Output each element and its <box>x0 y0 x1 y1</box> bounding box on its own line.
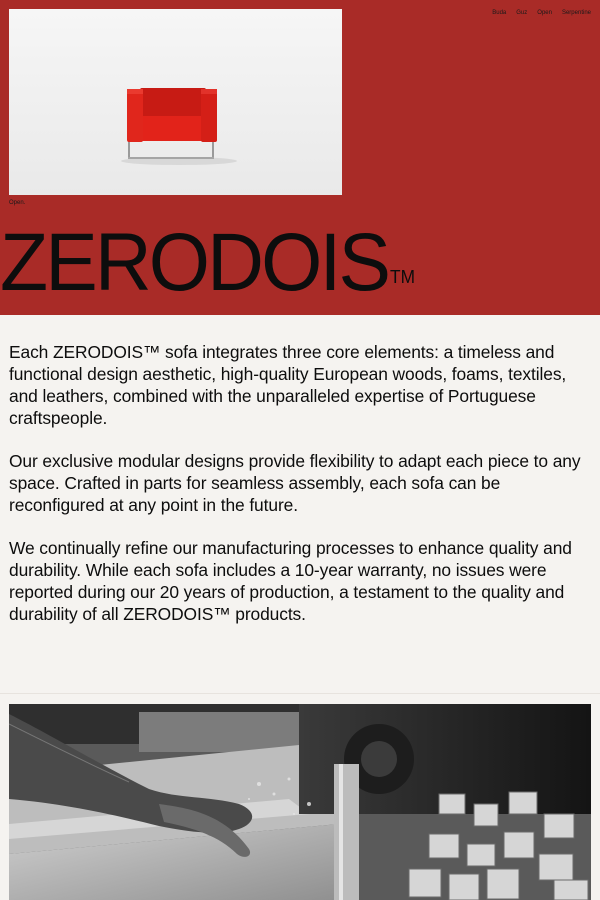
wordmark-text: ZERODOIS <box>0 217 389 308</box>
woodworking-image <box>9 704 591 900</box>
brand-wordmark <box>0 218 413 308</box>
description-paragraph-2: Our exclusive modular designs provide flexibility to adapt each piece to any space. Crafted in parts for seamless assembly, each sofa can be reconfigured at any point in the future. <box>9 451 581 515</box>
workshop-photo <box>9 704 591 900</box>
nav-link-open[interactable]: Open <box>537 10 552 16</box>
trademark-symbol: TM <box>390 267 415 287</box>
top-navigation <box>492 10 591 16</box>
hero-section <box>0 0 600 315</box>
nav-link-buda[interactable]: Buda <box>492 10 507 16</box>
nav-link-guz[interactable]: Guz <box>516 10 528 16</box>
hero-caption: Open. <box>9 200 26 206</box>
nav-link-serpentine[interactable]: Serpentine <box>561 10 591 16</box>
description-paragraph-3: We continually refine our manufacturing processes to enhance quality and durability. While each sofa includes a 10-year warranty, no issues were reported during our 20 years of production, a testament to the quality and durability of all ZERODOIS™ products. <box>9 538 572 624</box>
hero-product-image[interactable] <box>9 9 342 195</box>
red-armchair-image <box>9 9 342 195</box>
description-paragraph-1: Each ZERODOIS™ sofa integrates three core elements: a timeless and functional design aesthetic, high-quality European woods, foams, textiles, and leathers, combined with the unparalleled expertise of Portuguese craftspeople. <box>9 342 567 428</box>
description-section <box>9 341 594 646</box>
section-divider <box>0 693 600 694</box>
